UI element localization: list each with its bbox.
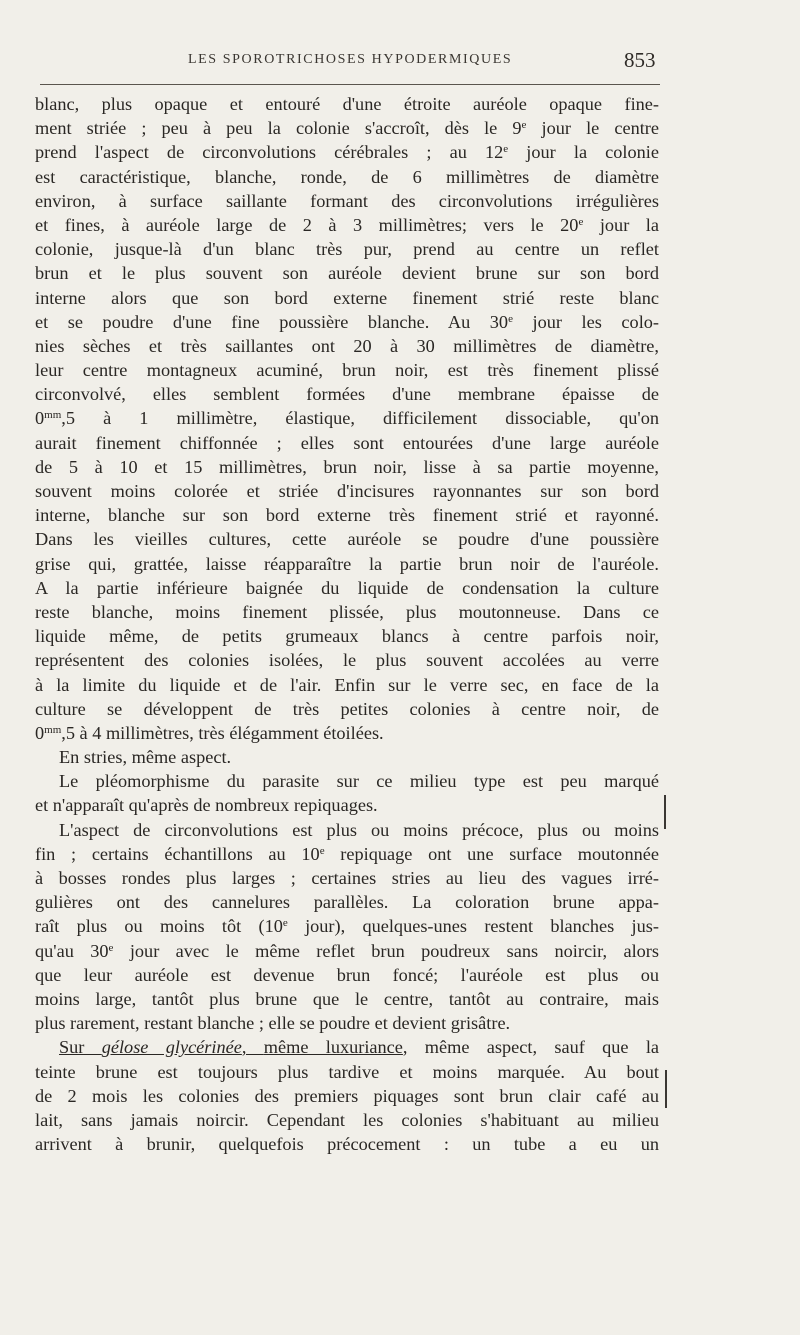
text-line: $0^{mm},5$ à 1 millimètre, élastique, difficilement dissociable, qu'on [35, 408, 659, 429]
text-line: interne alors que son bord externe finement strié reste blanc [35, 287, 659, 308]
running-title: LES SPOROTRICHOSES HYPODERMIQUES [188, 52, 513, 67]
text-line: leur centre montagneux acuminé, brun noir, est très finement plissé [35, 360, 659, 381]
text-line: est caractéristique, blanche, ronde, de 6 millimètres de diamètre [35, 166, 659, 187]
text-line: circonvolvé, elles semblent formées d'une membrane épaisse de [35, 384, 659, 405]
text-line: aurait finement chiffonnée ; elles sont entourées d'une large auréole [35, 432, 659, 453]
text-line: En stries, même aspect. [59, 747, 232, 768]
text-line: environ, à surface saillante formant des circonvolutions irrégulières [35, 190, 659, 211]
body-text [35, 92, 659, 1156]
text-line: arrivent à brunir, quelquefois précocement : un tube a eu un [35, 1134, 659, 1155]
text-line: souvent moins colorée et striée d'incisures rayonnantes sur son bord [35, 481, 659, 501]
text-line: fin ; certains échantillons au 10e repiquage ont une surface moutonnée [35, 843, 659, 864]
text-line: ment striée ; peu à peu la colonie s'accroît, dès le 9e jour le centre [35, 118, 659, 139]
text-line: raît plus ou moins tôt (10e jour), quelques-unes restent blanches jus- [35, 916, 659, 937]
text-line: qu'au 30e jour avec le même reflet brun poudreux sans noircir, alors [35, 940, 660, 961]
text-line: nies sèches et très saillantes ont 20 à 30 millimètres de diamètre, [35, 335, 659, 356]
text-line: interne, blanche sur son bord externe très finement strié et rayonné. [35, 505, 659, 526]
emphasis-medium-name: gélose glycérinée [101, 1037, 242, 1058]
header-rule [40, 84, 660, 85]
margin-pencil-mark [664, 795, 666, 829]
text-line: grise qui, grattée, laisse réapparaître la partie brun noir de l'auréole. [35, 553, 659, 574]
text-line: blanc, plus opaque et entouré d'une étroite auréole opaque fine- [35, 94, 659, 114]
text-line: à bosses rondes plus larges ; certaines stries au lieu des vagues irré- [35, 868, 659, 888]
text-line: et fines, à auréole large de 2 à 3 millimètres; vers le 20e jour la [35, 214, 659, 235]
text-line: que leur auréole est devenue brun foncé; l'auréole est plus ou [35, 964, 659, 985]
text-line: plus rarement, restant blanche ; elle se poudre et devient grisâtre. [35, 1013, 511, 1034]
text-line: de 2 mois les colonies des premiers piquages sont brun clair café au [35, 1085, 659, 1106]
text-line: Le pléomorphisme du parasite sur ce milieu type est peu marqué [59, 771, 659, 792]
page-number: 853 [624, 48, 656, 72]
text-line: Dans les vieilles cultures, cette auréole se poudre d'une poussière [35, 529, 659, 550]
text-line: prend l'aspect de circonvolutions cérébrales ; au 12e jour la colonie [35, 142, 659, 163]
text-line: de 5 à 10 et 15 millimètres, brun noir, lisse à sa partie moyenne, [35, 456, 659, 477]
text-line: lait, sans jamais noircir. Cependant les colonies s'habituant au milieu [35, 1109, 659, 1130]
text-line: colonie, jusque-là d'un blanc très pur, prend au centre un reflet [35, 239, 659, 260]
text-line: reste blanche, moins finement plissée, plus moutonneuse. Dans ce [35, 601, 659, 622]
text-line: liquide même, de petits grumeaux blancs à centre parfois noir, [35, 626, 659, 647]
text-line: $0^{mm},5$ à 4 millimètres, très élégamment étoilées. [35, 722, 384, 743]
text-line: moins large, tantôt plus brune que le centre, tantôt au contraire, mais [35, 988, 659, 1009]
text-line: culture se développent de très petites colonies à centre noir, de [35, 698, 659, 719]
text-line: représentent des colonies isolées, le plus souvent accolées au verre [35, 650, 659, 671]
margin-pencil-mark [665, 1070, 667, 1108]
text-line: brun et le plus souvent son auréole devient brune sur son bord [35, 263, 659, 284]
text-line: L'aspect de circonvolutions est plus ou moins précoce, plus ou moins [59, 819, 659, 840]
text-line: à la limite du liquide et de l'air. Enfin sur le verre sec, en face de la [35, 674, 659, 695]
text-line: A la partie inférieure baignée du liquide de condensation la culture [35, 577, 659, 598]
text-line: teinte brune est toujours plus tardive et moins marquée. Au bout [35, 1061, 659, 1082]
text-line: gulières ont des cannelures parallèles. La coloration brune appa- [35, 892, 659, 913]
text-line: et n'apparaît qu'après de nombreux repiquages. [35, 795, 378, 816]
running-head [0, 48, 800, 74]
text-line: Sur gélose glycérinée, même luxuriance, même aspect, sauf que la [59, 1037, 660, 1058]
text-line: et se poudre d'une fine poussière blanche. Au 30e jour les colo- [35, 311, 659, 332]
